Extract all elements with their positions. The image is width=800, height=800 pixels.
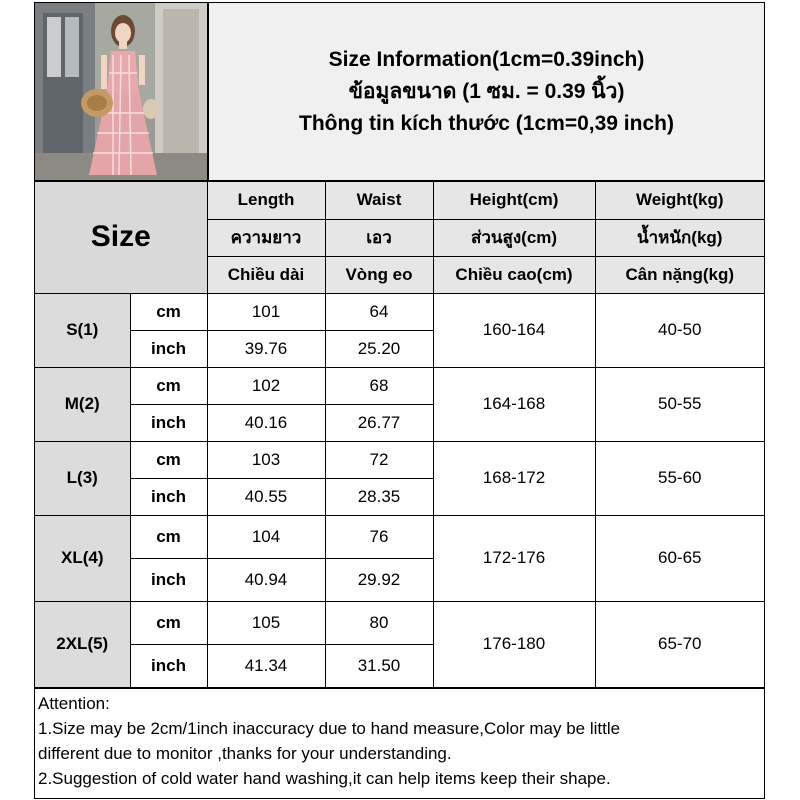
size-label: 2XL(5) [35,601,130,687]
length-inch: 41.34 [207,644,325,687]
header-height-vi: Chiều cao(cm) [433,256,595,293]
size-header: Size [35,182,207,293]
title-thai: ข้อมูลขนาด (1 ซม. = 0.39 นิ้ว) [348,79,625,103]
weight-range: 40-50 [595,293,764,367]
table-row [35,601,764,644]
height-range: 160-164 [433,293,595,367]
waist-cm: 80 [325,601,433,644]
size-label: L(3) [35,441,130,515]
weight-range: 50-55 [595,367,764,441]
size-label: M(2) [35,367,130,441]
header-waist-en: Waist [325,182,433,219]
height-range: 172-176 [433,515,595,601]
waist-cm: 76 [325,515,433,558]
table-row [35,441,764,478]
unit-inch: inch [130,558,207,601]
header-weight-th: น้ำหนัก(kg) [595,219,764,256]
length-cm: 102 [207,367,325,404]
header-length-th: ความยาว [207,219,325,256]
length-cm: 101 [207,293,325,330]
length-inch: 40.94 [207,558,325,601]
header-length-en: Length [207,182,325,219]
waist-cm: 68 [325,367,433,404]
table-row [35,515,764,558]
length-inch: 40.55 [207,478,325,515]
model-photo-image [35,3,207,180]
table-row [35,293,764,330]
size-label: XL(4) [35,515,130,601]
title-box [209,3,764,182]
size-table [35,182,764,688]
waist-inch: 31.50 [325,644,433,687]
title-english: Size Information(1cm=0.39inch) [328,47,645,71]
header-length-vi: Chiều dài [207,256,325,293]
unit-inch: inch [130,644,207,687]
unit-cm: cm [130,515,207,558]
table-row [35,367,764,404]
note-line-2: different due to monitor ,thanks for your understanding. [38,744,452,763]
weight-range: 60-65 [595,515,764,601]
unit-cm: cm [130,293,207,330]
unit-cm: cm [130,367,207,404]
product-photo [35,3,209,182]
waist-cm: 64 [325,293,433,330]
attention-notes [35,687,764,793]
waist-inch: 28.35 [325,478,433,515]
note-line-1: 1.Size may be 2cm/1inch inaccuracy due to hand measure,Color may be little [38,719,621,738]
unit-inch: inch [130,478,207,515]
length-inch: 39.76 [207,330,325,367]
note-line-3: 2.Suggestion of cold water hand washing,it can help items keep their shape. [38,769,611,788]
length-cm: 105 [207,601,325,644]
header-waist-th: เอว [325,219,433,256]
unit-inch: inch [130,330,207,367]
title-vietnamese: Thông tin kích thước (1cm=0,39 inch) [299,111,674,135]
height-range: 176-180 [433,601,595,687]
length-inch: 40.16 [207,404,325,441]
header-height-th: ส่วนสูง(cm) [433,219,595,256]
waist-cm: 72 [325,441,433,478]
waist-inch: 25.20 [325,330,433,367]
size-label: S(1) [35,293,130,367]
weight-range: 65-70 [595,601,764,687]
header-waist-vi: Vòng eo [325,256,433,293]
header-weight-vi: Cân nặng(kg) [595,256,764,293]
header-height-en: Height(cm) [433,182,595,219]
unit-cm: cm [130,601,207,644]
unit-inch: inch [130,404,207,441]
waist-inch: 26.77 [325,404,433,441]
length-cm: 104 [207,515,325,558]
weight-range: 55-60 [595,441,764,515]
notes-heading: Attention: [38,694,110,713]
size-chart [34,2,765,799]
header-row-english [35,182,764,219]
header-weight-en: Weight(kg) [595,182,764,219]
length-cm: 103 [207,441,325,478]
height-range: 164-168 [433,367,595,441]
unit-cm: cm [130,441,207,478]
waist-inch: 29.92 [325,558,433,601]
height-range: 168-172 [433,441,595,515]
